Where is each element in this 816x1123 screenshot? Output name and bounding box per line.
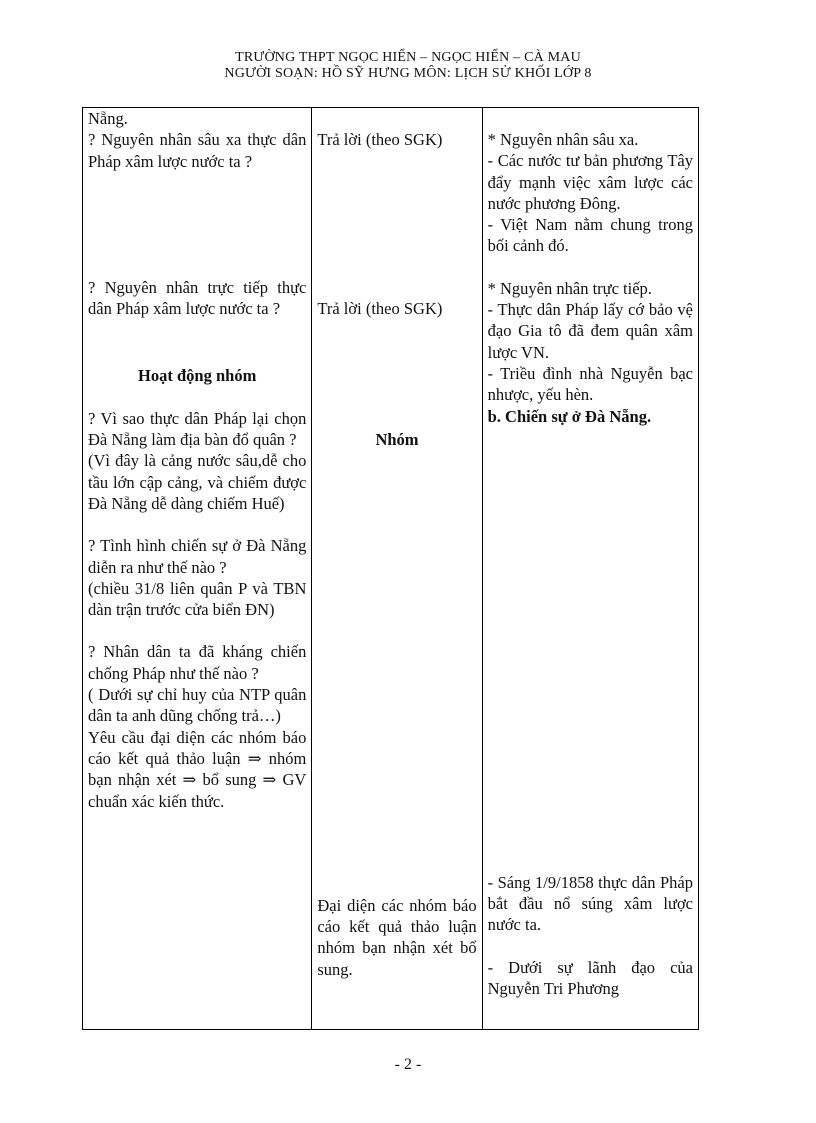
page-header xyxy=(0,50,816,82)
question-battle-situation: ? Tình hình chiến sự ở Đà Nẵng diễn ra như thế nào ? xyxy=(88,536,307,577)
group-report-request: Yêu cầu đại diện các nhóm báo cáo kết quả thảo luận ⇒ nhóm bạn nhận xét ⇒ bổ sung ⇒ GV chuẩn xác kiến thức. xyxy=(88,727,307,811)
direct-cause-heading: * Nguyên nhân trực tiếp. xyxy=(487,278,652,298)
student-activity-cell xyxy=(312,108,482,1030)
table-row xyxy=(83,108,699,1030)
question-why-danang: ? Vì sao thực dân Pháp lại chọn Đà Nẵng làm địa bàn đổ quân ? xyxy=(88,408,307,450)
section-b-heading: b. Chiến sự ở Đà Nẵng. xyxy=(487,406,652,426)
answer-why-danang: (Vì đây là cảng nước sâu,dễ cho tầu lớn cập cảng, và chiếm được Đà Nẵng dễ dàng chiếm Huế) xyxy=(88,451,307,513)
answer-sgk-2: Trả lời (theo SGK) xyxy=(317,299,443,319)
answer-battle-situation: (chiều 31/8 liên quân P và TBN dàn trận trước cửa biển ĐN) xyxy=(88,578,307,620)
page-number: - 2 - xyxy=(394,1056,422,1073)
question-direct-cause: ? Nguyên nhân trực tiếp thực dân Pháp xâm lược nước ta ? xyxy=(88,277,307,319)
deep-cause-point-1: - Các nước tư bản phương Tây đẩy mạnh việc xâm lược các nước phương Đông. xyxy=(487,151,693,213)
teacher-activity-cell xyxy=(83,108,312,1030)
header-school-line: TRƯỜNG THPT NGỌC HIỂN – NGỌC HIỂN – CÀ MAU xyxy=(235,50,581,65)
group-label: Nhóm xyxy=(375,429,419,449)
lesson-table xyxy=(82,107,699,1030)
header-author-line: NGƯỜI SOẠN: HỒ SỸ HƯNG MÔN: LỊCH SỬ KHỐI LỚP 8 xyxy=(224,66,592,81)
continued-text: Nẵng. xyxy=(88,109,128,128)
deep-cause-point-2: - Việt Nam nằm chung trong bối cảnh đó. xyxy=(487,215,693,256)
deep-cause-heading: * Nguyên nhân sâu xa. xyxy=(487,130,639,149)
question-resistance: ? Nhân dân ta đã kháng chiến chống Pháp như thế nào ? xyxy=(88,642,307,683)
content-cell xyxy=(482,108,698,1030)
answer-resistance: ( Dưới sự chỉ huy của NTP quân dân ta anh dũng chống trả…) xyxy=(88,685,307,726)
direct-cause-point-2: - Triều đình nhà Nguyễn bạc nhược, yếu hèn. xyxy=(487,363,693,405)
question-deep-cause: ? Nguyên nhân sâu xa thực dân Pháp xâm lược nước ta ? xyxy=(88,130,307,171)
leadership-text: - Dưới sự lãnh đạo của Nguyễn Tri Phương xyxy=(487,957,693,999)
group-report-text: Đại diện các nhóm báo cáo kết quả thảo luận nhóm bạn nhận xét bổ sung. xyxy=(317,895,477,979)
answer-sgk-1: Trả lời (theo SGK) xyxy=(317,130,443,149)
battle-start-text: - Sáng 1/9/1858 thực dân Pháp bắt đầu nổ súng xâm lược nước ta. xyxy=(487,872,693,935)
direct-cause-point-1: - Thực dân Pháp lấy cớ bảo vệ đạo Gia tô đã đem quân xâm lược VN. xyxy=(487,300,693,362)
group-activity-title: Hoạt động nhóm xyxy=(138,366,257,386)
